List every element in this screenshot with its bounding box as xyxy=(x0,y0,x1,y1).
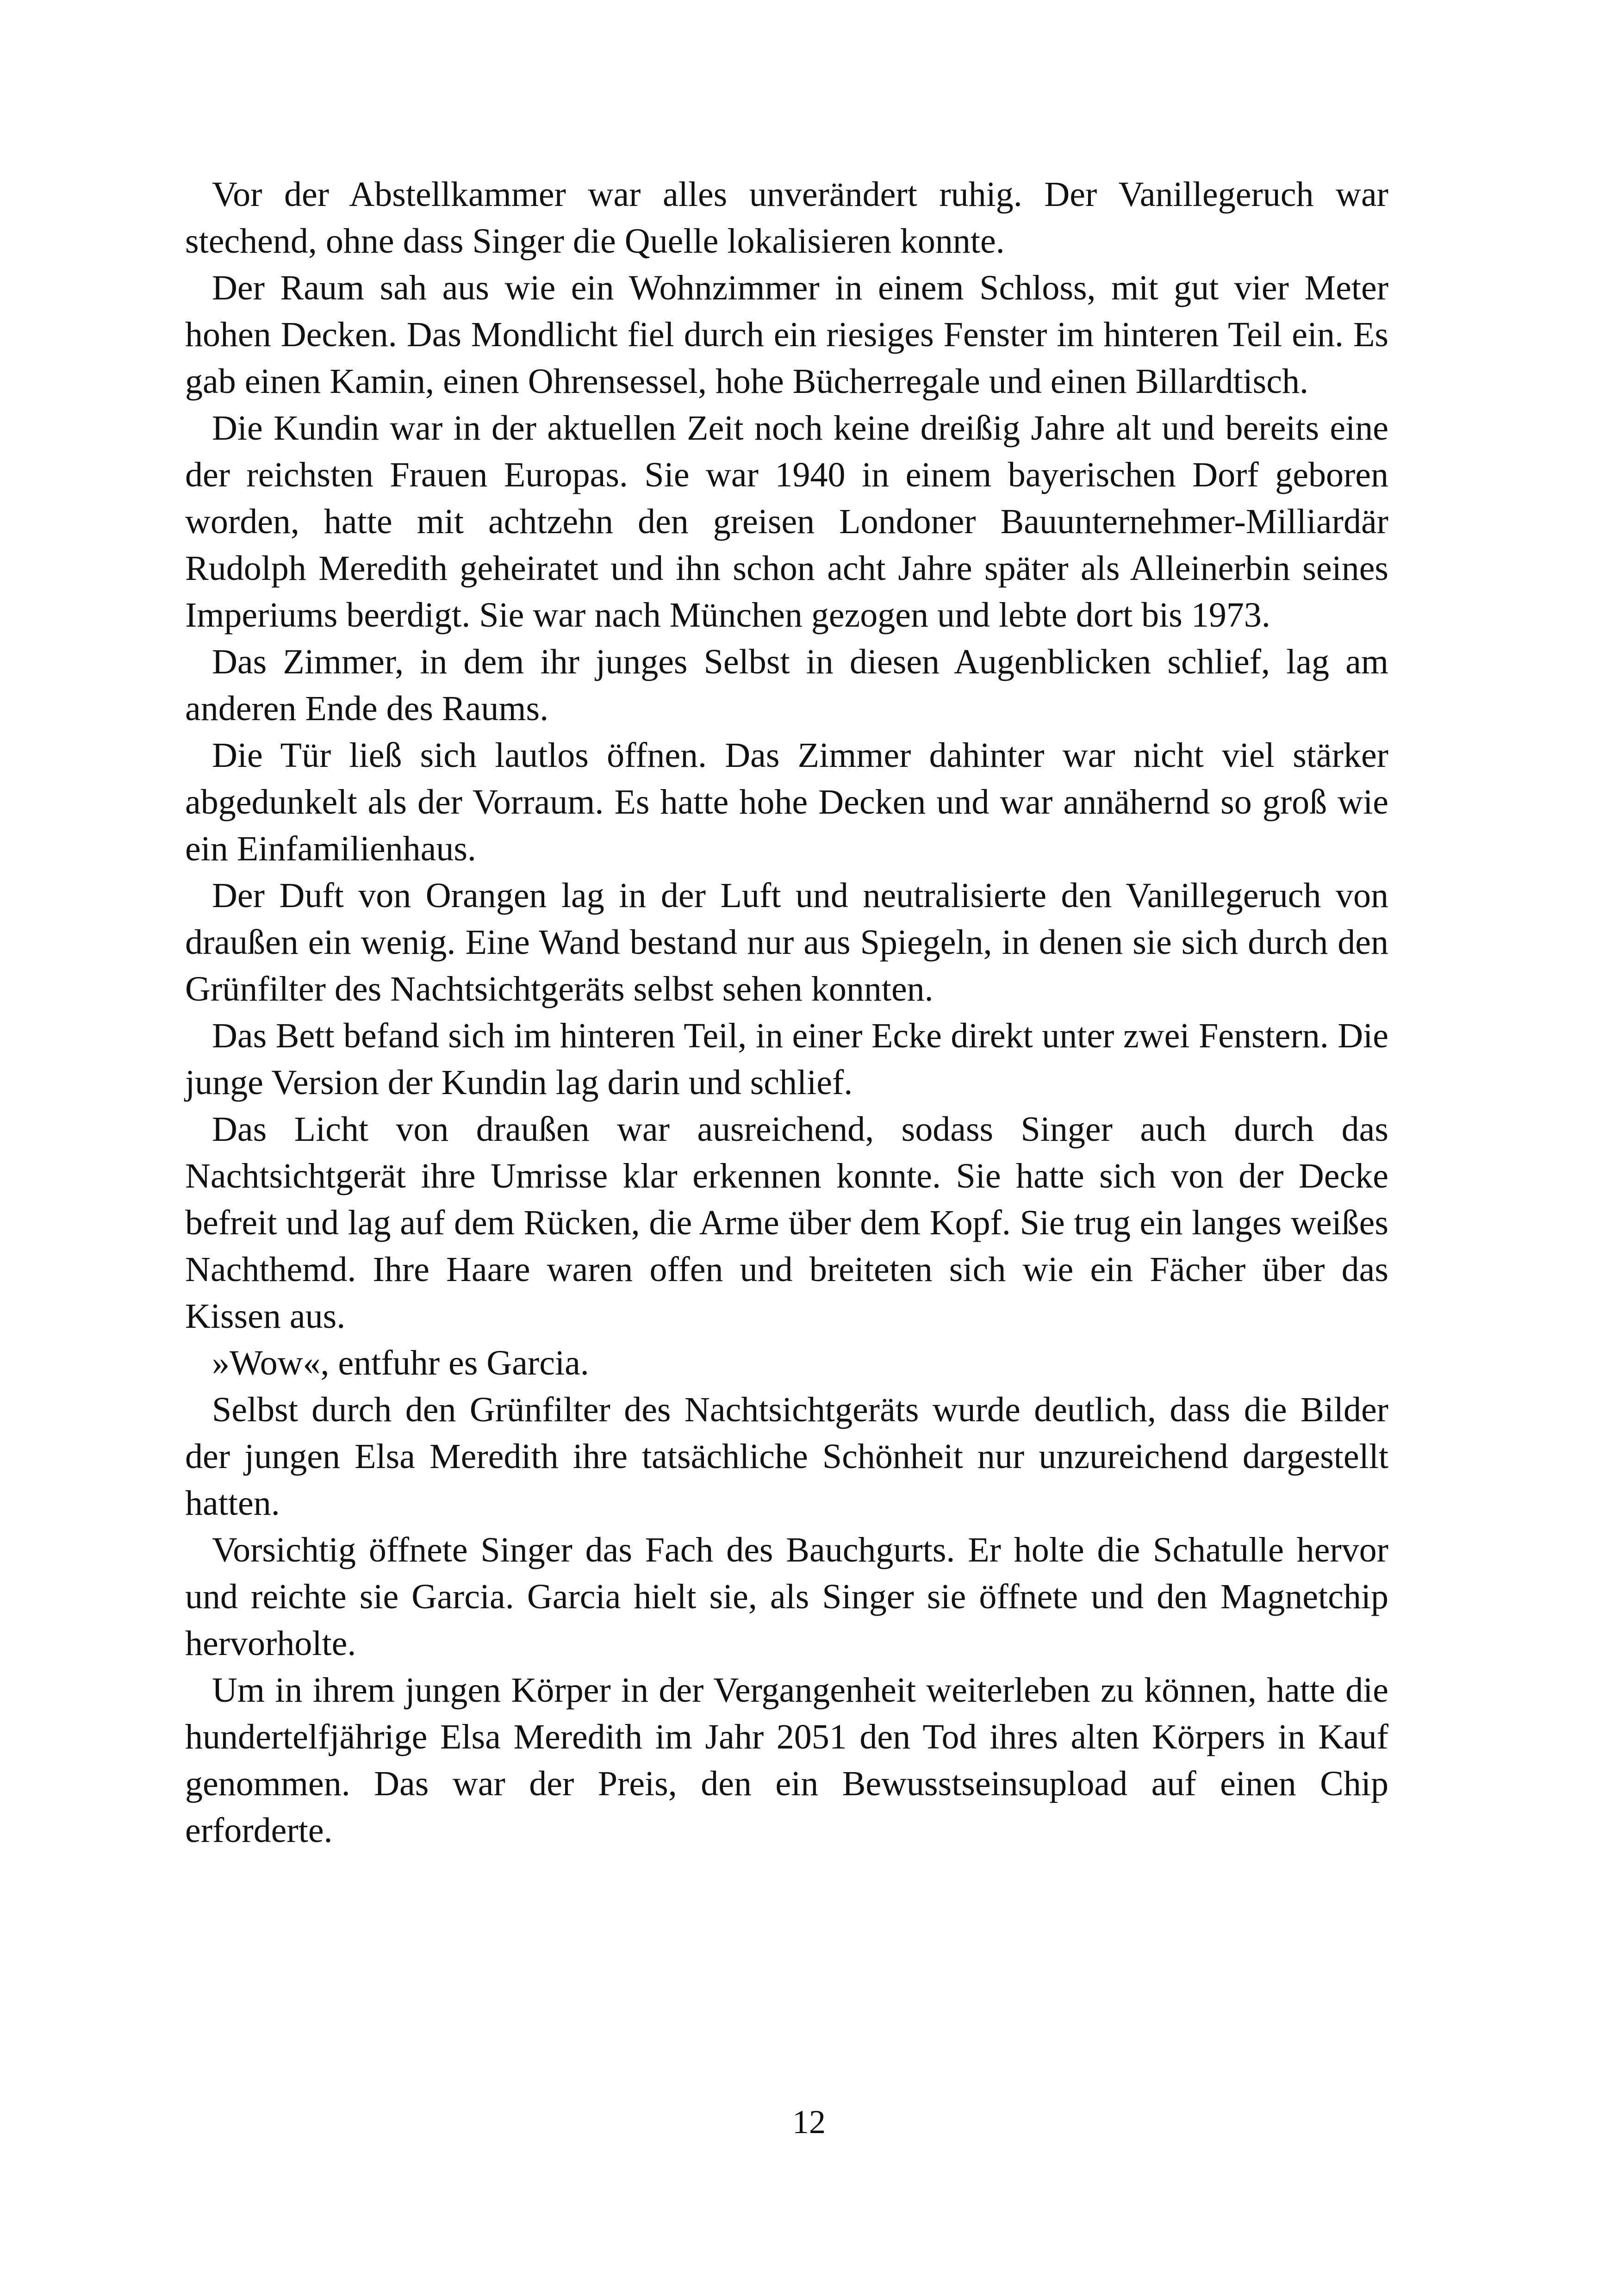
paragraph: Selbst durch den Grünfilter des Nachtsichtgeräts wurde deutlich, dass die Bilder der jungen Elsa Meredith ihre tatsächliche Schönheit nur unzureichend dargestellt hatten. xyxy=(185,1390,1388,1523)
page-number: 12 xyxy=(792,2103,826,2140)
paragraph: »Wow«, entfuhr es Garcia. xyxy=(212,1344,589,1382)
paragraph: Vor der Abstellkammer war alles unverändert ruhig. Der Vanillegeruch war stechend, ohne dass Singer die Quelle lokalisieren konnte. xyxy=(185,175,1388,261)
paragraph: Die Kundin war in der aktuellen Zeit noch keine dreißig Jahre alt und bereits eine der reichsten Frauen Europas. Sie war 1940 in einem bayerischen Dorf geboren worden, hatte mit achtzehn den greisen Londoner Bauunternehmer-Milliardär Rudolph Meredith geheiratet und ihn schon acht Jahre später als Alleinerbin seines Imperiums beerdigt. Sie war nach München gezogen und lebte dort bis 1973. xyxy=(185,409,1388,635)
paragraph: Der Raum sah aus wie ein Wohnzimmer in einem Schloss, mit gut vier Meter hohen Decken. Das Mondlicht fiel durch ein riesiges Fenster im hinteren Teil ein. Es gab einen Kamin, einen Ohrensessel, hohe Bücherregale und einen Billardtisch. xyxy=(185,268,1388,401)
paragraph: Um in ihrem jungen Körper in der Vergangenheit weiterleben zu können, hatte die hundertelfjährige Elsa Meredith im Jahr 2051 den Tod ihres alten Körpers in Kauf genommen. Das war der Preis, den ein Bewusstseinsupload auf einen Chip erforderte. xyxy=(185,1671,1388,1850)
paragraph: Das Zimmer, in dem ihr junges Selbst in diesen Augenblicken schlief, lag am anderen Ende des Raums. xyxy=(185,642,1388,728)
paragraph: Der Duft von Orangen lag in der Luft und neutralisierte den Vanillegeruch von draußen ein wenig. Eine Wand bestand nur aus Spiegeln, in denen sie sich durch den Grünfilter des Nachtsichtgeräts selbst sehen konnten. xyxy=(185,876,1388,1008)
body-text xyxy=(185,171,1388,1854)
paragraph: Das Licht von draußen war ausreichend, sodass Singer auch durch das Nachtsichtgerät ihre Umrisse klar erkennen konnte. Sie hatte sich von der Decke befreit und lag auf dem Rücken, die Arme über dem Kopf. Sie trug ein langes weißes Nachthemd. Ihre Haare waren offen und breiteten sich wie ein Fächer über das Kissen aus. xyxy=(185,1110,1388,1336)
paragraph: Das Bett befand sich im hinteren Teil, in einer Ecke direkt unter zwei Fenstern. Die junge Version der Kundin lag darin und schlief. xyxy=(185,1016,1388,1102)
paragraph: Die Tür ließ sich lautlos öffnen. Das Zimmer dahinter war nicht viel stärker abgedunkelt als der Vorraum. Es hatte hohe Decken und war annähernd so groß wie ein Einfamilienhaus. xyxy=(185,736,1388,868)
paragraph: Vorsichtig öffnete Singer das Fach des Bauchgurts. Er holte die Schatulle hervor und reichte sie Garcia. Garcia hielt sie, als Singer sie öffnete und den Magnetchip hervorholte. xyxy=(185,1531,1388,1663)
